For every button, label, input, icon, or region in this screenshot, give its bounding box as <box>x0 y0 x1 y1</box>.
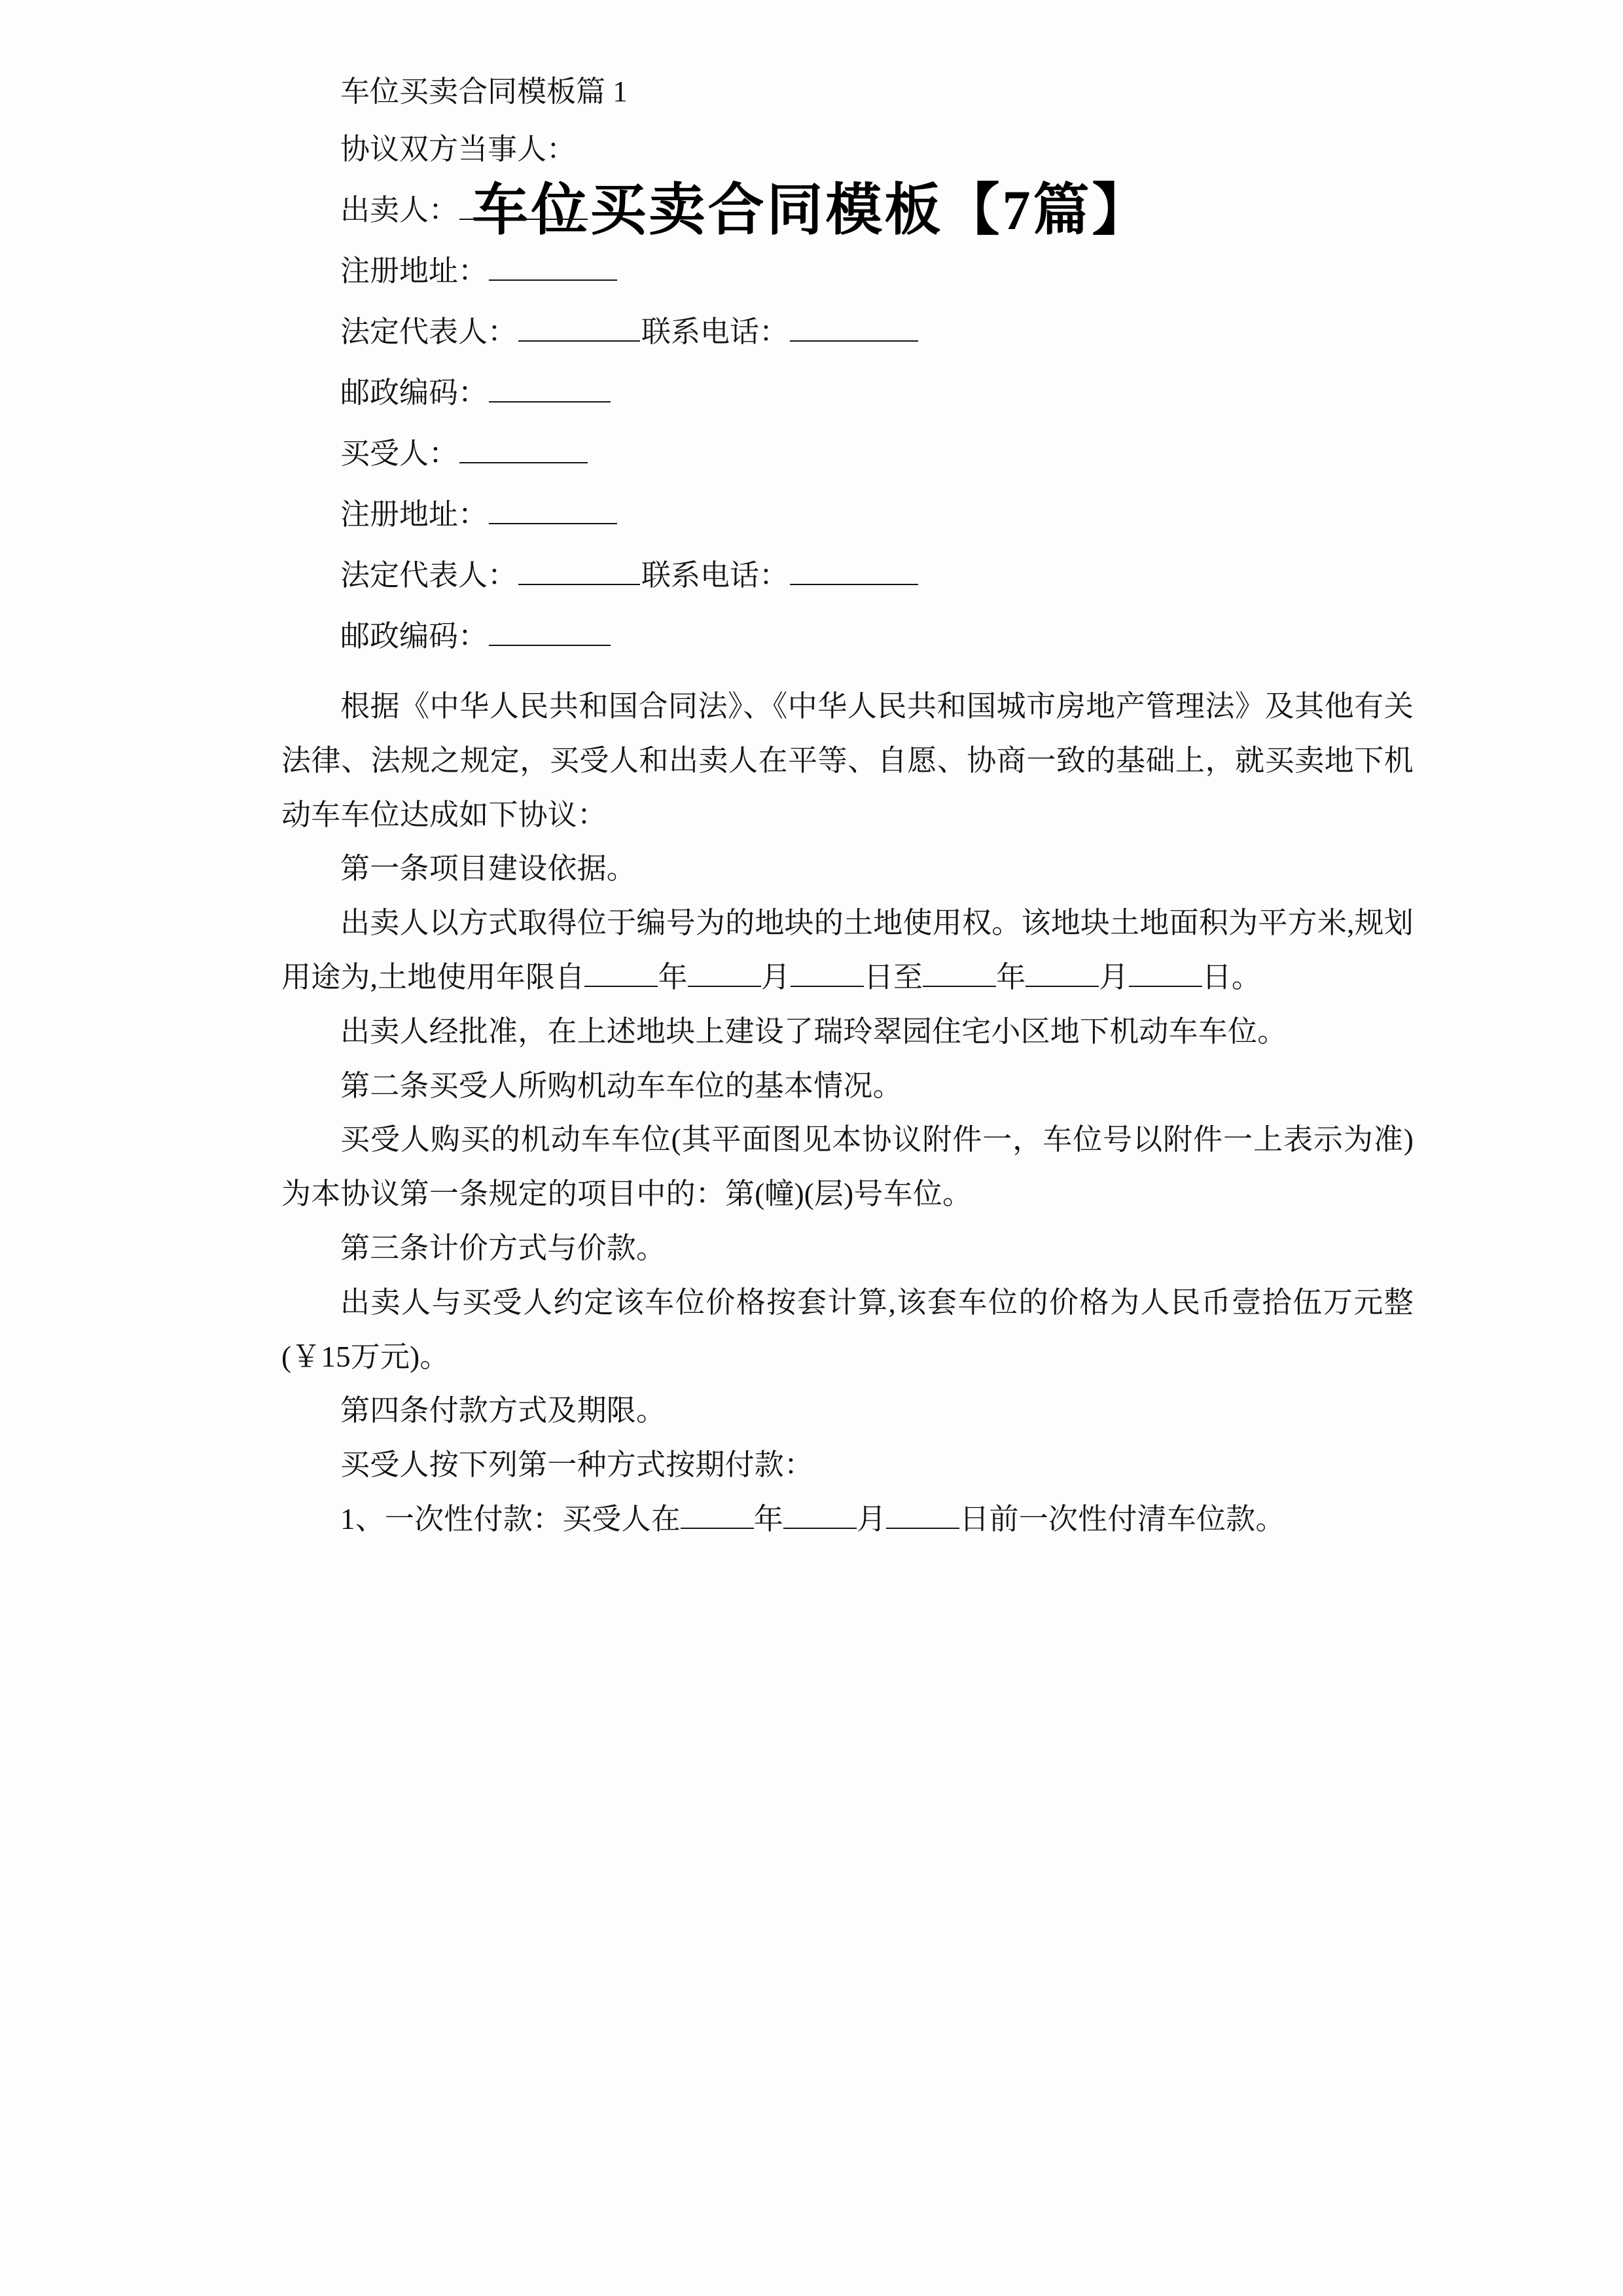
paragraph-text: 月 <box>760 960 791 994</box>
paragraph-text: 日至 <box>863 960 923 994</box>
seller-address-blank[interactable] <box>489 253 617 281</box>
seller-legal-rep-row <box>281 314 1414 347</box>
parties-heading: 协议双方当事人： <box>340 133 577 166</box>
fill-in-blank[interactable] <box>886 1501 959 1529</box>
seller-name-blank[interactable] <box>459 192 588 220</box>
article-heading: 第二条买受人所购机动车车位的基本情况。 <box>340 1069 902 1102</box>
buyer-address-row <box>281 497 1414 529</box>
seller-name-label: 出卖人： <box>340 194 459 226</box>
document-body <box>281 0 1414 1547</box>
page-title: 车位买卖合同模板【7篇】 <box>472 179 1151 242</box>
article-paragraph: 买受人购买的机动车车位(其平面图见本协议附件一，车位号以附件一上表示为准)为本协议第一条规定的项目中的：第(幢)(层)号车位。 <box>281 1123 1414 1211</box>
seller-legal-rep-label: 法定代表人： <box>340 315 518 348</box>
paragraph-text: 出卖人以方式取得位于编号为的地块的土地使用权。该地块土地面积为平方米,规划用途为,土地使用年限自 <box>281 906 1414 994</box>
paragraph-text: 日前一次性付清车位款。 <box>959 1502 1285 1535</box>
buyer-address-blank[interactable] <box>489 497 617 524</box>
paragraph-text: 年 <box>658 960 688 994</box>
fill-in-blank[interactable] <box>681 1501 754 1529</box>
paragraph-text: 年 <box>753 1502 784 1535</box>
fill-in-blank[interactable] <box>791 960 864 987</box>
section-heading-block <box>281 77 1414 1547</box>
article-heading: 第一条项目建设依据。 <box>340 852 637 886</box>
fill-in-blank[interactable] <box>1026 960 1099 987</box>
article-paragraph <box>281 1492 1414 1547</box>
seller-phone-blank[interactable] <box>790 314 918 342</box>
articles-container <box>281 842 1414 1546</box>
paragraph-text: 日。 <box>1202 960 1262 994</box>
seller-address-row <box>281 253 1414 286</box>
seller-phone-label: 联系电话： <box>641 315 789 348</box>
seller-postcode-blank[interactable] <box>489 375 611 403</box>
article-heading: 第四条付款方式及期限。 <box>340 1394 666 1427</box>
paragraph-text: 年 <box>996 960 1026 994</box>
preamble-paragraph: 根据《中华人民共和国合同法》、《中华人民共和国城市房地产管理法》及其他有关法律、法规之规定，买受人和出卖人在平等、自愿、协商一致的基础上，就买卖地下机动车车位达成如下协议： <box>281 690 1414 831</box>
article-paragraph: 买受人按下列第一种方式按期付款： <box>340 1448 814 1482</box>
seller-postcode-row <box>281 375 1414 408</box>
article-heading: 第三条计价方式与价款。 <box>340 1231 666 1265</box>
buyer-address-label: 注册地址： <box>340 498 488 531</box>
buyer-postcode-label: 邮政编码： <box>340 620 488 653</box>
seller-legal-rep-blank[interactable] <box>518 314 640 342</box>
buyer-postcode-row <box>281 619 1414 651</box>
paragraph-text: 1、一次性付款：买受人在 <box>340 1502 681 1535</box>
buyer-name-row <box>281 436 1414 469</box>
buyer-phone-blank[interactable] <box>790 558 918 585</box>
section-heading: 车位买卖合同模板篇 1 <box>340 75 628 108</box>
buyer-legal-rep-label: 法定代表人： <box>340 559 518 592</box>
buyer-name-label: 买受人： <box>340 437 459 470</box>
paragraph-text: 月 <box>857 1502 887 1535</box>
fill-in-blank[interactable] <box>584 960 658 987</box>
fill-in-blank[interactable] <box>783 1501 857 1529</box>
article-paragraph: 出卖人与买受人约定该车位价格按套计算,该套车位的价格为人民币壹拾伍万元整(￥15万元)。 <box>281 1285 1414 1373</box>
article-paragraph: 出卖人经批准，在上述地块上建设了瑞玲翠园住宅小区地下机动车车位。 <box>340 1014 1287 1048</box>
fill-in-blank[interactable] <box>1129 960 1202 987</box>
seller-postcode-label: 邮政编码： <box>340 376 488 409</box>
buyer-legal-rep-row <box>281 558 1414 590</box>
seller-name-row <box>281 192 1414 225</box>
buyer-phone-label: 联系电话： <box>641 559 789 592</box>
paragraph-text: 月 <box>1099 960 1129 994</box>
buyer-name-blank[interactable] <box>459 436 588 463</box>
buyer-postcode-blank[interactable] <box>489 619 611 646</box>
article-paragraph <box>281 896 1414 1005</box>
fill-in-blank[interactable] <box>923 960 996 987</box>
seller-address-label: 注册地址： <box>340 255 488 287</box>
fill-in-blank[interactable] <box>688 960 761 987</box>
buyer-legal-rep-blank[interactable] <box>518 558 640 585</box>
